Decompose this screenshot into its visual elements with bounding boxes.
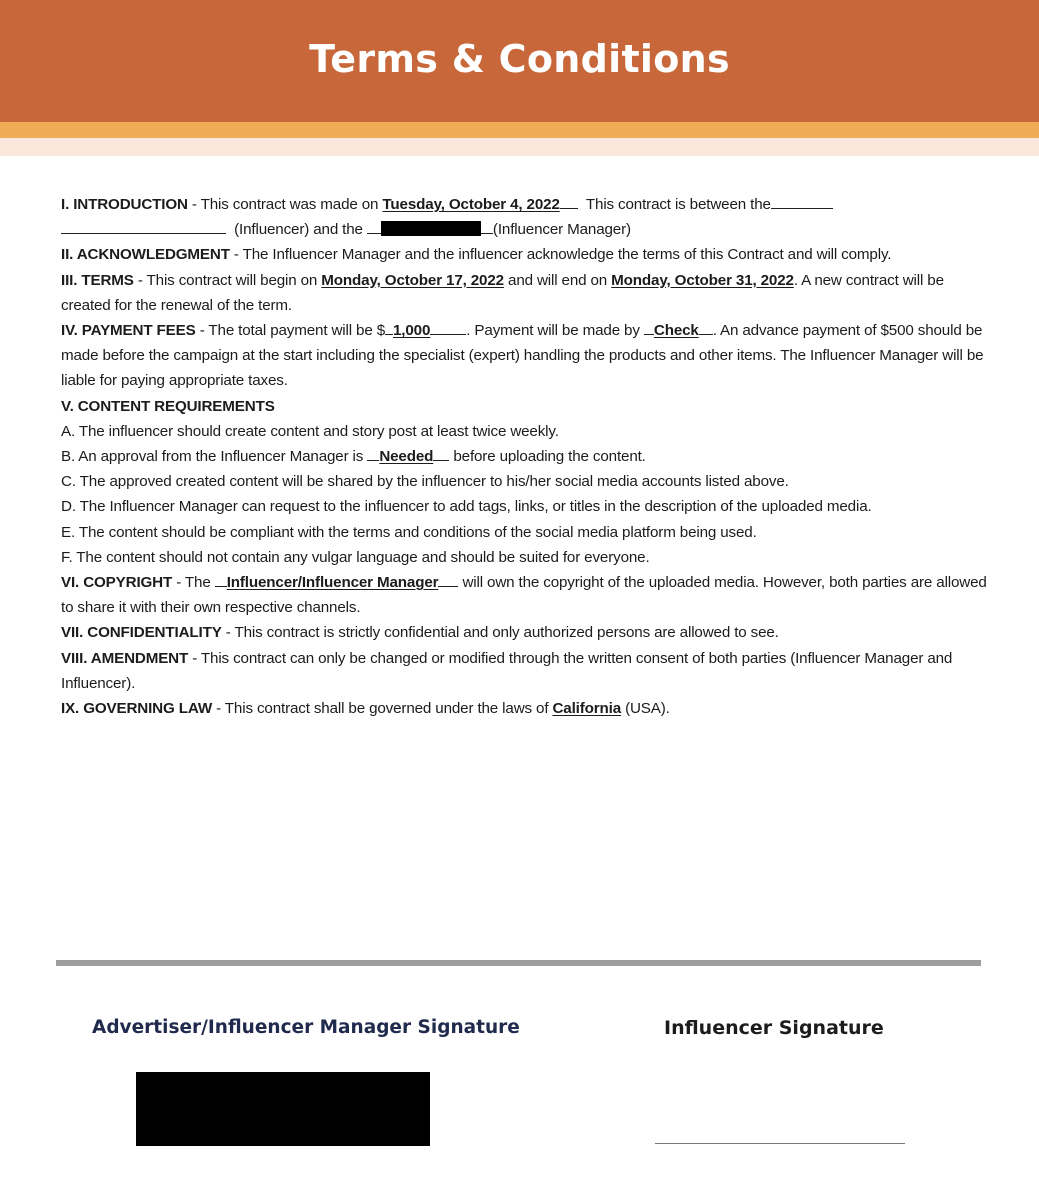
section-payment-fees: IV. PAYMENT FEES - The total payment will be $ 1,000 . Payment will be made by Check . An advance payment of $500 should be made before the campaign at the start including the specialist (expert) handling the products and other items. The Influencer Manager will be liable for paying appropriate taxes. xyxy=(61,322,984,390)
content-item-e: E. The content should be compliant with the terms and conditions of the social media platform being used. xyxy=(61,523,757,541)
section-copyright: VI. COPYRIGHT - The Influencer/Influencer Manager will own the copyright of the uploaded media. However, both parties are allowed to share it with their own respective channels. xyxy=(61,574,987,617)
content-item-f: F. The content should not contain any vulgar language and should be suited for everyone. xyxy=(61,548,650,566)
section-introduction: I. INTRODUCTION - This contract was made on Tuesday, October 4, 2022 This contract is between the (Influencer) and the (Influencer Manager) xyxy=(61,192,991,242)
payment-amount: 1,000 xyxy=(393,322,431,340)
payment-method: Check xyxy=(653,322,699,340)
copyright-owner: Influencer/Influencer Manager xyxy=(226,574,439,592)
redacted-manager-name xyxy=(381,221,481,236)
header-stripe-light xyxy=(0,138,1039,156)
end-date: Monday, October 31, 2022 xyxy=(611,271,794,289)
redacted-manager-signature xyxy=(136,1072,430,1146)
section-confidentiality: VII. CONFIDENTIALITY - This contract is strictly confidential and only authorized persons are allowed to see. xyxy=(61,624,779,642)
influencer-signature-label: Influencer Signature xyxy=(664,1017,884,1039)
manager-signature-label: Advertiser/Influencer Manager Signature xyxy=(92,1017,520,1038)
header-stripe xyxy=(0,122,1039,138)
governing-state: California xyxy=(552,700,622,718)
section-acknowledgment: II. ACKNOWLEDGMENT - The Influencer Manager and the influencer acknowledge the terms of this Contract and will comply. xyxy=(61,246,892,264)
contract-date: Tuesday, October 4, 2022 xyxy=(382,196,560,213)
content-item-a: A. The influencer should create content and story post at least twice weekly. xyxy=(61,422,559,440)
influencer-signature-line xyxy=(655,1143,905,1144)
page-title: Terms & Conditions xyxy=(309,37,730,81)
section-governing-law: IX. GOVERNING LAW - This contract shall be governed under the laws of California (USA). xyxy=(61,700,670,718)
header-banner xyxy=(0,0,1039,122)
section-terms: III. TERMS - This contract will begin on Monday, October 17, 2022 and will end on Monday, October 31, 2022. A new contract will be created for the renewal of the term. xyxy=(61,271,944,314)
approval-status: Needed xyxy=(379,448,434,466)
introduction-heading: I. INTRODUCTION xyxy=(61,196,188,213)
start-date: Monday, October 17, 2022 xyxy=(321,271,504,289)
contract-body xyxy=(61,192,991,721)
section-content-requirements: V. CONTENT REQUIREMENTS A. The influencer should create content and story post at least twice weekly. B. An approval from the Influencer Manager is Needed before uploading the content. C. The approved created content will be shared by the influencer to his/her social media accounts listed above. D. The Influencer Manager can request to the influencer to add tags, links, or titles in the description of the uploaded media. E. The content should be compliant with the terms and conditions of the social media platform being used. F. The content should not contain any vulgar language and should be suited for everyone. xyxy=(61,397,872,566)
section-amendment: VIII. AMENDMENT - This contract can only be changed or modified through the written consent of both parties (Influencer Manager and Influencer). xyxy=(61,649,953,692)
influencer-name-blank xyxy=(771,194,833,209)
content-item-b: B. An approval from the Influencer Manager is Needed before uploading the content. xyxy=(61,448,646,466)
content-item-d: D. The Influencer Manager can request to the influencer to add tags, links, or titles in the description of the uploaded media. xyxy=(61,498,872,516)
signature-divider xyxy=(56,960,981,966)
content-item-c: C. The approved created content will be shared by the influencer to his/her social media accounts listed above. xyxy=(61,473,789,491)
